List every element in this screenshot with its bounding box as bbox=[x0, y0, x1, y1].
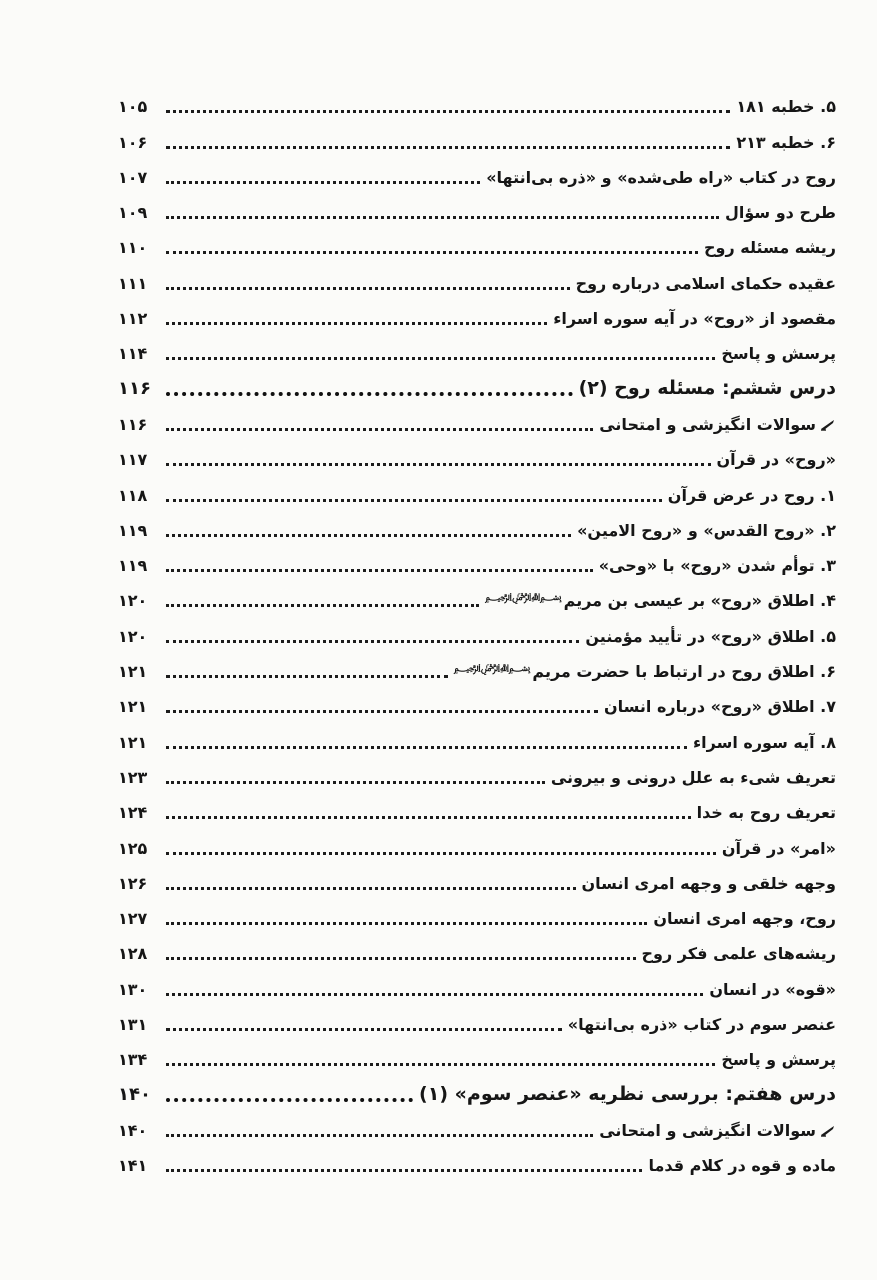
toc-entry-title: مقصود از «روح» در آیه سوره اسراء bbox=[553, 309, 836, 329]
toc-entry-title: روح در کتاب «راه طی‌شده» و «ذره بی‌انتها» bbox=[486, 167, 836, 187]
toc-entry-label: ۴. اطلاق «روح» بر عیسی بن مریم bbox=[563, 591, 836, 611]
toc-entry-page: ۱۱۶ bbox=[118, 377, 151, 399]
toc-entry bbox=[118, 1039, 836, 1074]
honorific-glyph-icon: ﷽ bbox=[484, 592, 562, 604]
toc-entry-page: ۱۲۱ bbox=[118, 697, 148, 717]
toc-entry-page: ۱۰۹ bbox=[118, 203, 148, 223]
toc-entry bbox=[118, 792, 836, 827]
toc-entry-title: «روح» در قرآن bbox=[716, 450, 836, 470]
toc-entry bbox=[118, 1110, 836, 1145]
toc-entry bbox=[118, 474, 836, 509]
dot-leader bbox=[166, 110, 730, 113]
dot-leader bbox=[166, 852, 716, 855]
toc-entry-page: ۱۴۰ bbox=[118, 1120, 148, 1140]
toc-entry-title: ریشه‌های علمی فکر روح bbox=[641, 944, 836, 964]
toc-entry bbox=[118, 510, 836, 545]
toc-entry bbox=[118, 157, 836, 192]
dot-leader bbox=[166, 357, 715, 360]
honorific-glyph-icon: ﷽ bbox=[453, 663, 531, 675]
toc-entry-title: ۷. اطلاق «روح» درباره انسان bbox=[603, 697, 836, 717]
chapter-title: درس ششم: مسئله روح (۲) bbox=[578, 376, 836, 399]
toc-entry-page: ۱۱۶ bbox=[118, 414, 148, 434]
toc-entry-label: سوالات انگیزشی و امتحانی bbox=[599, 414, 816, 434]
dot-leader bbox=[166, 1063, 715, 1066]
toc-entry-title: طرح دو سؤال bbox=[725, 203, 836, 223]
toc-entry-page: ۱۱۲ bbox=[118, 309, 148, 329]
toc-entry-page: ۱۴۰ bbox=[118, 1083, 151, 1105]
toc-entry-title: روح، وجهه امری انسان bbox=[653, 909, 836, 929]
toc-entry-page: ۱۱۸ bbox=[118, 485, 148, 505]
dot-leader bbox=[166, 1134, 593, 1137]
chapter-title: درس هفتم: بررسی نظریه «عنصر سوم» (۱) bbox=[419, 1082, 836, 1105]
dot-leader bbox=[166, 816, 691, 819]
toc-entry bbox=[118, 404, 836, 439]
dot-leader bbox=[166, 463, 711, 466]
toc-entry-title: پرسش و پاسخ bbox=[721, 344, 836, 364]
toc-entry bbox=[118, 227, 836, 262]
toc-entry-title-with-icon bbox=[599, 414, 836, 439]
toc-entry-page: ۱۱۹ bbox=[118, 556, 148, 576]
toc-entry bbox=[118, 439, 836, 474]
toc-entry-label: سوالات انگیزشی و امتحانی bbox=[599, 1120, 816, 1140]
toc-entry bbox=[118, 580, 836, 615]
dot-leader bbox=[166, 216, 719, 219]
toc-entry-title: ۵. اطلاق «روح» در تأیید مؤمنین bbox=[585, 626, 836, 646]
toc-entry-title: ۱. روح در عرض قرآن bbox=[667, 485, 836, 505]
toc-entry-page: ۱۲۰ bbox=[118, 591, 148, 611]
toc-entry-label: ۶. اطلاق روح در ارتباط با حضرت مریم bbox=[532, 662, 836, 682]
dot-leader bbox=[166, 146, 730, 149]
toc-entry-title: ۶. خطبه ۲۱۳ bbox=[736, 132, 836, 152]
toc-entry bbox=[118, 686, 836, 721]
toc-chapter-heading bbox=[118, 1074, 836, 1109]
toc-entry bbox=[118, 333, 836, 368]
toc-entry-page: ۱۲۷ bbox=[118, 909, 148, 929]
toc-entry-page: ۱۳۱ bbox=[118, 1015, 148, 1035]
toc-entry bbox=[118, 545, 836, 580]
toc-entry-page: ۱۴۱ bbox=[118, 1156, 148, 1176]
toc-entry-title: «امر» در قرآن bbox=[721, 838, 836, 858]
toc-entry-title: تعریف شیء به علل درونی و بیرونی bbox=[550, 767, 836, 787]
toc-entry bbox=[118, 898, 836, 933]
dot-leader bbox=[166, 1028, 562, 1031]
table-of-contents bbox=[118, 86, 836, 1180]
toc-entry-title-with-icon bbox=[599, 1120, 836, 1145]
dot-leader bbox=[166, 781, 545, 784]
toc-entry-page: ۱۱۹ bbox=[118, 520, 148, 540]
dot-leader bbox=[166, 1169, 642, 1172]
dot-leader bbox=[166, 569, 593, 572]
dot-leader bbox=[166, 322, 547, 325]
toc-entry bbox=[118, 262, 836, 297]
toc-entry-page: ۱۱۷ bbox=[118, 450, 148, 470]
toc-entry-page: ۱۰۵ bbox=[118, 97, 148, 117]
toc-entry bbox=[118, 615, 836, 650]
dot-leader bbox=[166, 922, 647, 925]
toc-entry-page: ۱۲۰ bbox=[118, 626, 148, 646]
dot-leader bbox=[166, 675, 448, 678]
toc-entry-page: ۱۲۴ bbox=[118, 803, 148, 823]
toc-entry-title-with-icon bbox=[454, 664, 836, 686]
toc-entry-title: عقیده حکمای اسلامی درباره روح bbox=[575, 273, 836, 293]
dot-leader bbox=[166, 887, 576, 890]
pen-icon bbox=[820, 1125, 836, 1137]
toc-entry bbox=[118, 1145, 836, 1180]
pen-icon bbox=[820, 419, 836, 431]
dot-leader bbox=[166, 499, 662, 502]
toc-entry-page: ۱۲۱ bbox=[118, 662, 148, 682]
dot-leader bbox=[166, 534, 571, 537]
toc-entry-page: ۱۰۷ bbox=[118, 167, 148, 187]
toc-entry bbox=[118, 721, 836, 756]
toc-entry-page: ۱۱۰ bbox=[118, 238, 148, 258]
toc-entry-title: «قوه» در انسان bbox=[709, 979, 836, 999]
dot-leader bbox=[166, 746, 687, 749]
toc-entry-page: ۱۱۴ bbox=[118, 344, 148, 364]
toc-entry-title: ۵. خطبه ۱۸۱ bbox=[736, 97, 836, 117]
toc-entry bbox=[118, 968, 836, 1003]
toc-entry-title: وجهه خلقی و وجهه امری انسان bbox=[581, 873, 836, 893]
toc-entry-page: ۱۲۶ bbox=[118, 873, 148, 893]
toc-entry bbox=[118, 121, 836, 156]
dot-leader bbox=[166, 428, 593, 431]
toc-entry-page: ۱۱۱ bbox=[118, 273, 148, 293]
toc-entry-title: عنصر سوم در کتاب «ذره بی‌انتها» bbox=[567, 1015, 836, 1035]
dot-leader bbox=[166, 181, 480, 184]
toc-entry-title: ۲. «روح القدس» و «روح الامین» bbox=[577, 520, 836, 540]
toc-entry bbox=[118, 757, 836, 792]
toc-entry-page: ۱۰۶ bbox=[118, 132, 148, 152]
dot-leader bbox=[166, 251, 698, 254]
toc-entry-page: ۱۲۳ bbox=[118, 767, 148, 787]
toc-entry bbox=[118, 192, 836, 227]
dot-leader bbox=[166, 710, 598, 713]
toc-entry-page: ۱۳۴ bbox=[118, 1050, 148, 1070]
toc-entry-title-with-icon bbox=[485, 593, 836, 615]
toc-entry-title: پرسش و پاسخ bbox=[721, 1050, 836, 1070]
toc-entry bbox=[118, 827, 836, 862]
toc-entry bbox=[118, 863, 836, 898]
toc-entry bbox=[118, 298, 836, 333]
toc-entry bbox=[118, 1004, 836, 1039]
toc-entry bbox=[118, 86, 836, 121]
dot-leader bbox=[166, 392, 573, 396]
toc-chapter-heading bbox=[118, 368, 836, 403]
toc-entry bbox=[118, 651, 836, 686]
toc-entry-title: ۳. توأم شدن «روح» با «وحی» bbox=[598, 556, 836, 576]
toc-entry-page: ۱۳۰ bbox=[118, 979, 148, 999]
toc-entry-page: ۱۲۱ bbox=[118, 732, 148, 752]
dot-leader bbox=[166, 287, 570, 290]
toc-entry-page: ۱۲۵ bbox=[118, 838, 148, 858]
toc-entry-title: ماده و قوه در کلام قدما bbox=[648, 1156, 836, 1176]
toc-entry-title: ریشه مسئله روح bbox=[704, 238, 836, 258]
dot-leader bbox=[166, 957, 636, 960]
dot-leader bbox=[166, 993, 703, 996]
dot-leader bbox=[166, 604, 479, 607]
toc-entry-title: تعریف روح به خدا bbox=[696, 803, 836, 823]
dot-leader bbox=[166, 1098, 413, 1102]
toc-entry-title: ۸. آیه سوره اسراء bbox=[692, 732, 836, 752]
dot-leader bbox=[166, 640, 579, 643]
toc-entry-page: ۱۲۸ bbox=[118, 944, 148, 964]
toc-entry bbox=[118, 933, 836, 968]
